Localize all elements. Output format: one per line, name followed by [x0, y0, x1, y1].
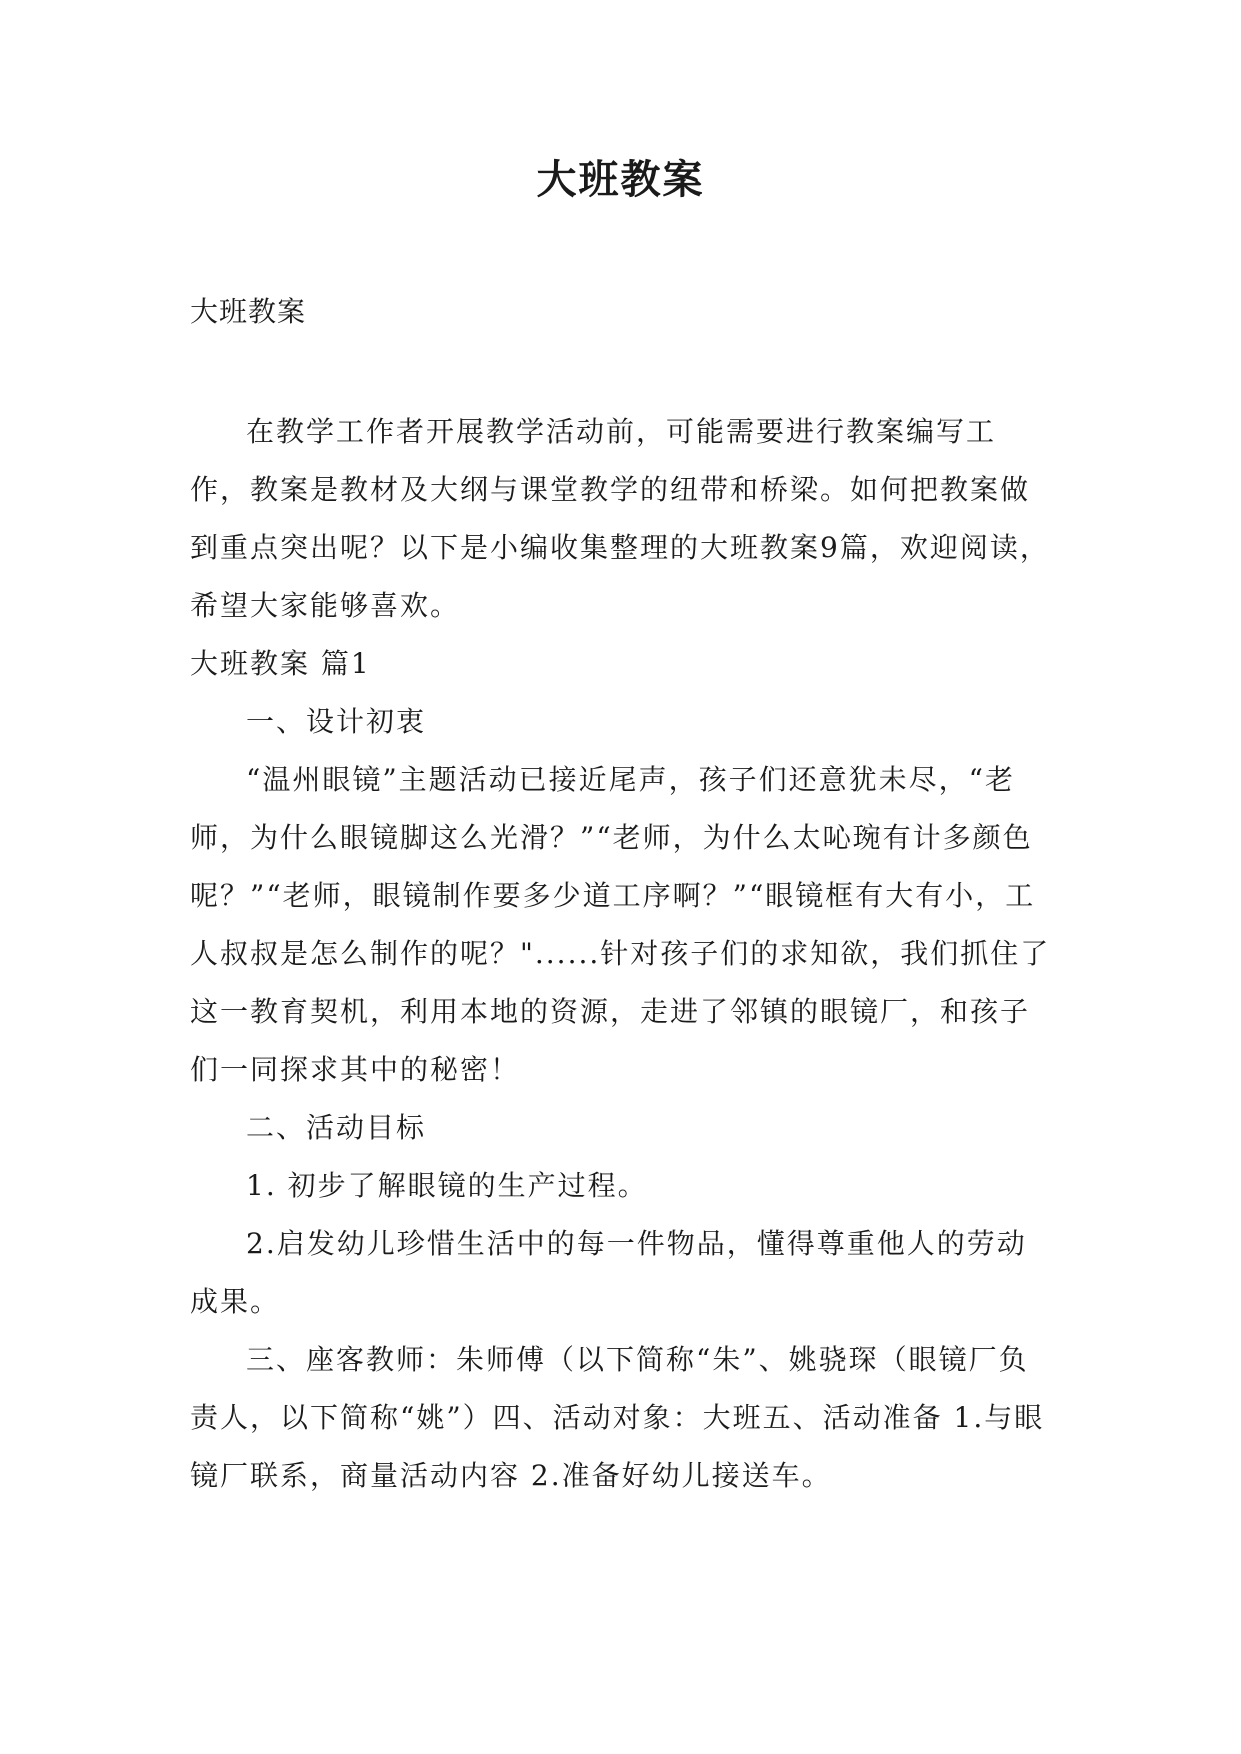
teacher-object-prep-paragraph: 三、座客教师：朱师傅（以下简称“朱”、姚骁琛（眼镜厂负责人，以下简称“姚”）四、活动对象：大班五、活动准备 1.与眼镜厂联系，商量活动内容 2.准备好幼儿接送车。 — [190, 1343, 1045, 1492]
heading-design-intent: 一、设计初衷 — [246, 705, 427, 738]
document-subtitle: 大班教案 — [190, 295, 307, 328]
goal-item-2: 2.启发幼儿珍惜生活中的每一件物品，懂得尊重他人的劳动成果。 — [190, 1227, 1027, 1318]
section-title: 大班教案 篇1 — [190, 647, 371, 680]
document-title: 大班教案 — [536, 157, 705, 203]
heading-activity-goals: 二、活动目标 — [246, 1111, 427, 1144]
intro-paragraph: 在教学工作者开展教学活动前，可能需要进行教案编写工作，教案是教材及大纲与课堂教学的纽带和桥梁。如何把教案做到重点突出呢？以下是小编收集整理的大班教案9篇，欢迎阅读，希望大家能够喜欢。 — [190, 415, 1050, 622]
design-intent-paragraph: “温州眼镜”主题活动已接近尾声，孩子们还意犹未尽，“老师，为什么眼镜脚这么光滑？”“老师，为什么太吣琬有计多颜色呢？”“老师，眼镜制作要多少道工序啊？”“眼镜框有大有小，工人叔叔是怎么制作的呢？"......针对孩子们的求知欲，我们抓住了这一教育契机，利用本地的资源，走进了邻镇的眼镜厂，和孩子们一同探求其中的秘密！ — [190, 763, 1051, 1086]
goal-item-1: 1. 初步了解眼镜的生产过程。 — [246, 1169, 648, 1202]
document-body — [190, 403, 1052, 1505]
